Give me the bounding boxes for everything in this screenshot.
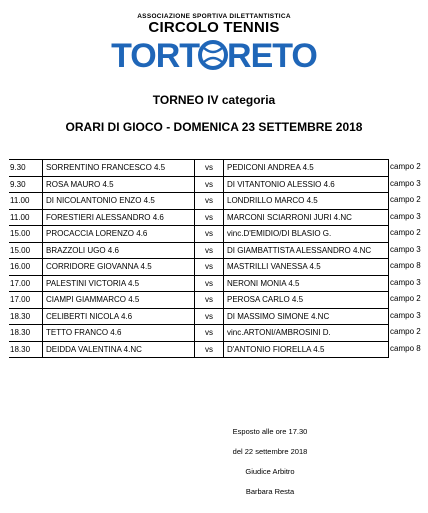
player-two: DI MASSIMO SIMONE 4.NC — [224, 308, 389, 325]
court-label: campo 8 — [390, 343, 421, 353]
match-time: 18.30 — [9, 341, 43, 358]
player-two: MASTRILLI VANESSA 4.5 — [224, 259, 389, 276]
court-label: campo 3 — [390, 277, 421, 287]
player-two: D'ANTONIO FIORELLA 4.5 — [224, 341, 389, 358]
page-subtitle: ORARI DI GIOCO - DOMENICA 23 SETTEMBRE 2018 — [65, 120, 363, 134]
match-time: 11.00 — [9, 193, 43, 210]
court-label: campo 3 — [390, 310, 421, 320]
table-row — [9, 176, 389, 193]
footer-note — [220, 422, 320, 502]
versus-label: vs — [195, 226, 224, 243]
schedule-table — [9, 159, 389, 358]
versus-label: vs — [195, 275, 224, 292]
match-time: 17.00 — [9, 292, 43, 309]
match-time: 16.00 — [9, 259, 43, 276]
brand-right: RETO — [227, 37, 317, 75]
court-label: campo 2 — [390, 228, 421, 237]
match-time: 9.30 — [9, 176, 43, 193]
player-one: SORRENTINO FRANCESCO 4.5 — [43, 160, 195, 177]
versus-label: vs — [195, 160, 224, 177]
player-one: TETTO FRANCO 4.6 — [43, 325, 195, 342]
player-one: PROCACCIA LORENZO 4.6 — [43, 226, 195, 243]
versus-label: vs — [195, 292, 224, 309]
association-name: ASSOCIAZIONE SPORTIVA DILETTANTISTICA — [137, 13, 291, 20]
table-row — [9, 308, 389, 325]
court-label: campo 3 — [390, 244, 421, 254]
brand-left: TORT — [111, 37, 200, 75]
versus-label: vs — [195, 259, 224, 276]
player-one: DI NICOLANTONIO ENZO 4.5 — [43, 193, 195, 210]
player-one: ROSA MAURO 4.5 — [43, 176, 195, 193]
versus-label: vs — [195, 341, 224, 358]
court-label: campo 8 — [390, 261, 421, 270]
match-time: 11.00 — [9, 209, 43, 226]
player-two: vinc.ARTONI/AMBROSINI D. — [224, 325, 389, 342]
referee-name: Barbara Resta — [245, 487, 295, 496]
table-row — [9, 275, 389, 292]
table-row — [9, 242, 389, 259]
versus-label: vs — [195, 242, 224, 259]
table-row — [9, 325, 389, 342]
player-one: FORESTIERI ALESSANDRO 4.6 — [43, 209, 195, 226]
player-one: CIAMPI GIAMMARCO 4.5 — [43, 292, 195, 309]
player-one: DEIDDA VALENTINA 4.NC — [43, 341, 195, 358]
posted-time: Esposto alle ore 17.30 — [232, 427, 308, 436]
player-two: DI VITANTONIO ALESSIO 4.6 — [224, 176, 389, 193]
table-row — [9, 341, 389, 358]
table-row — [9, 193, 389, 210]
versus-label: vs — [195, 308, 224, 325]
versus-label: vs — [195, 193, 224, 210]
player-two: DI GIAMBATTISTA ALESSANDRO 4.NC — [224, 242, 389, 259]
player-two: PEROSA CARLO 4.5 — [224, 292, 389, 309]
table-row — [9, 292, 389, 309]
club-name: CIRCOLO TENNIS — [148, 19, 280, 36]
versus-label: vs — [195, 325, 224, 342]
table-row — [9, 226, 389, 243]
referee-role: Giudice Arbitro — [245, 467, 295, 476]
match-time: 15.00 — [9, 242, 43, 259]
court-label: campo 2 — [390, 162, 421, 171]
court-column — [389, 159, 428, 357]
player-two: vinc.D'EMIDIO/DI BLASIO G. — [224, 226, 389, 243]
player-two: PEDICONI ANDREA 4.5 — [224, 160, 389, 177]
table-row — [9, 209, 389, 226]
match-time: 17.00 — [9, 275, 43, 292]
player-two: NERONI MONIA 4.5 — [224, 275, 389, 292]
brand-wordmark — [0, 36, 428, 76]
posted-date: del 22 settembre 2018 — [232, 447, 308, 456]
player-two: LONDRILLO MARCO 4.5 — [224, 193, 389, 210]
match-time: 18.30 — [9, 308, 43, 325]
club-logo — [0, 0, 428, 80]
court-label: campo 3 — [390, 178, 421, 188]
player-one: PALESTINI VICTORIA 4.5 — [43, 275, 195, 292]
court-label: campo 3 — [390, 211, 421, 221]
player-one: CORRIDORE GIOVANNA 4.5 — [43, 259, 195, 276]
tennis-ball-icon — [198, 39, 228, 69]
court-label: campo 2 — [390, 294, 421, 303]
versus-label: vs — [195, 209, 224, 226]
versus-label: vs — [195, 176, 224, 193]
table-row — [9, 259, 389, 276]
match-time: 9.30 — [9, 160, 43, 177]
table-row — [9, 160, 389, 177]
player-one: BRAZZOLI UGO 4.6 — [43, 242, 195, 259]
match-time: 15.00 — [9, 226, 43, 243]
match-time: 18.30 — [9, 325, 43, 342]
court-label: campo 2 — [390, 195, 421, 204]
player-two: MARCONI SCIARRONI JURI 4.NC — [224, 209, 389, 226]
page-title: TORNEO IV categoria — [152, 93, 276, 107]
player-one: CELIBERTI NICOLA 4.6 — [43, 308, 195, 325]
court-label: campo 2 — [390, 327, 421, 336]
